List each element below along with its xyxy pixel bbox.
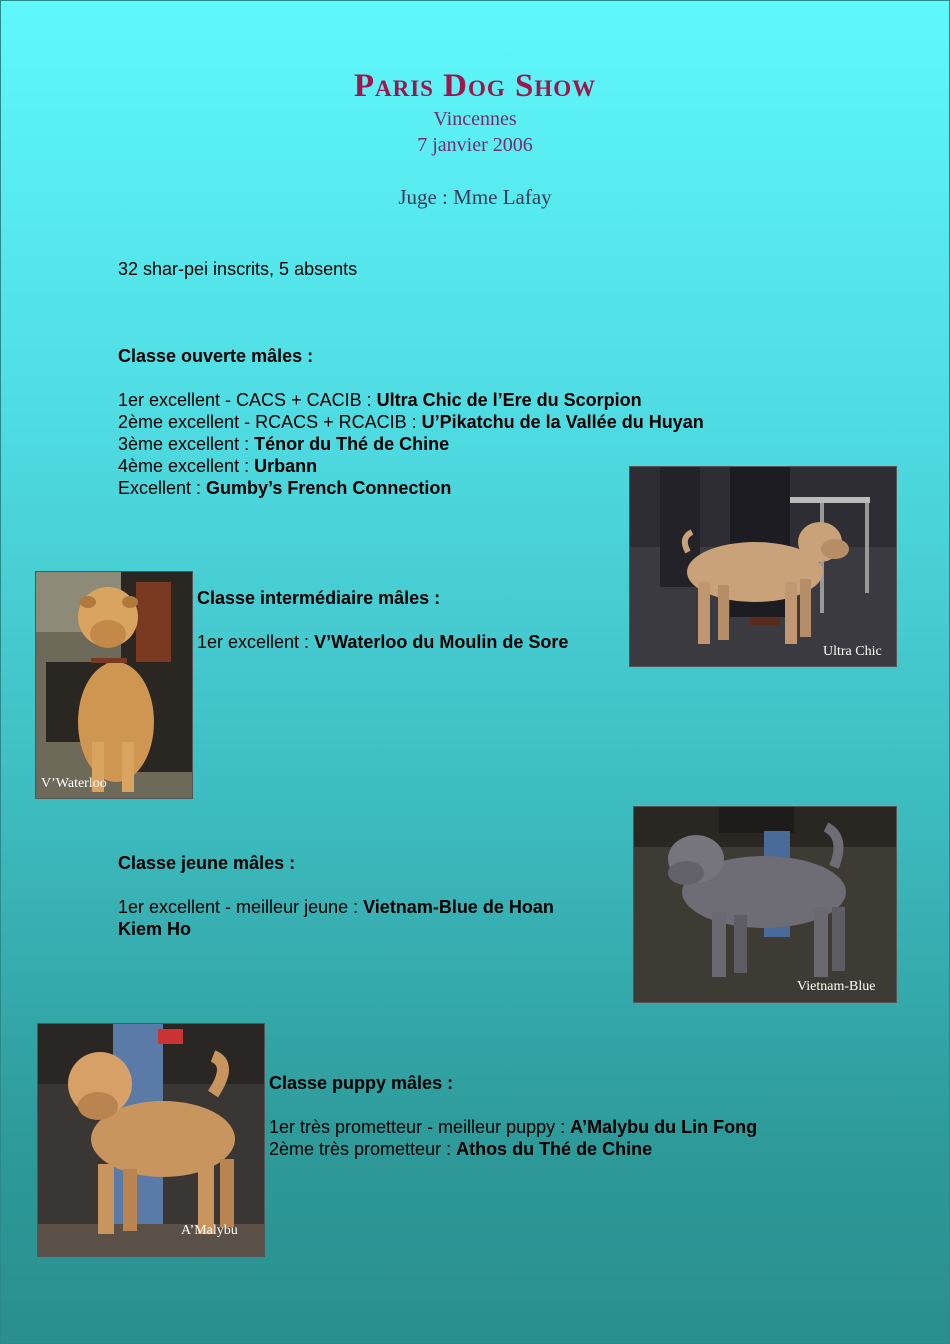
photo-caption: Vietnam-Blue	[797, 979, 876, 994]
class-ouverte-heading: Classe ouverte mâles :	[118, 346, 314, 366]
result-line: 1er excellent - meilleur jeune : Vietnam-Blue de Hoan	[118, 897, 554, 917]
page-title: Paris Dog Show	[353, 68, 597, 104]
photo-amalybu	[37, 1023, 265, 1257]
result-line: 2ème excellent - RCACS + RCACIB : U’Pikatchu de la Vallée du Huyan	[118, 412, 704, 432]
photo-caption: A’Malybu	[181, 1223, 238, 1238]
photo-caption: V’Waterloo	[41, 776, 107, 791]
result-line: 2ème très prometteur : Athos du Thé de Chine	[269, 1139, 653, 1159]
photo-caption: Ultra Chic	[823, 644, 882, 659]
judge-line: Juge : Mme Lafay	[398, 185, 552, 209]
result-line: 1er très prometteur - meilleur puppy : A’Malybu du Lin Fong	[269, 1117, 758, 1137]
result-line: 4ème excellent : Urbann	[118, 456, 318, 476]
class-puppy-heading: Classe puppy mâles :	[269, 1073, 454, 1093]
class-intermediaire-heading: Classe intermédiaire mâles :	[197, 588, 441, 608]
result-line: 1er excellent - CACS + CACIB : Ultra Chic de l’Ere du Scorpion	[118, 390, 642, 410]
result-line: Excellent : Gumby’s French Connection	[118, 478, 452, 498]
result-line: 1er excellent : V’Waterloo du Moulin de Sore	[197, 632, 569, 652]
photo-waterloo	[35, 571, 193, 799]
result-line: 3ème excellent : Ténor du Thé de Chine	[118, 434, 450, 454]
photo-ultra-chic	[629, 466, 897, 667]
entries-summary: 32 shar-pei inscrits, 5 absents	[118, 259, 358, 279]
photo-vietnam-blue	[633, 806, 897, 1003]
class-jeune-heading: Classe jeune mâles :	[118, 853, 296, 873]
event-date: 7 janvier 2006	[417, 134, 533, 156]
location: Vincennes	[433, 108, 517, 130]
result-line-continued: Kiem Ho	[118, 919, 192, 939]
